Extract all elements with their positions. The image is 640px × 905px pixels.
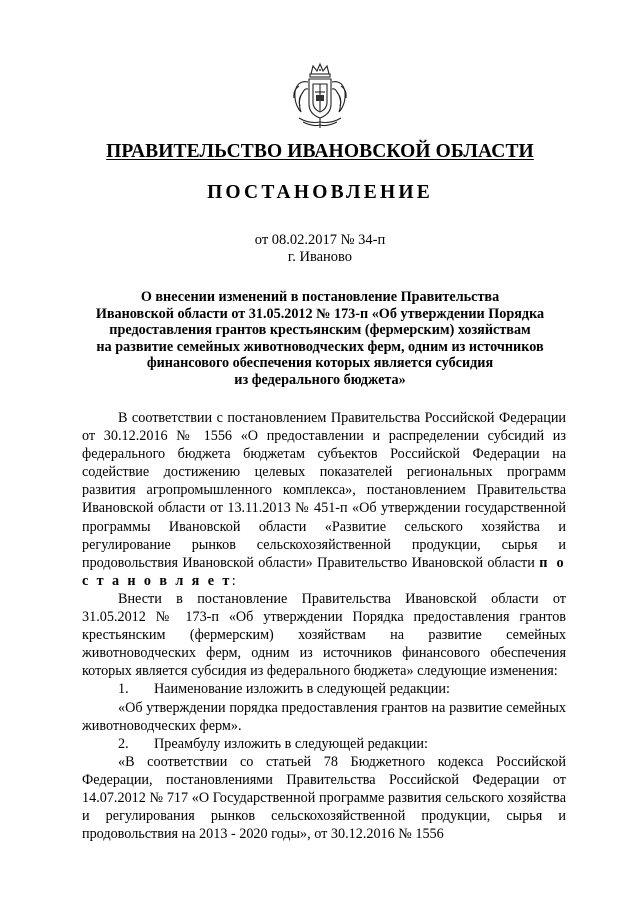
list-item-1	[82, 680, 566, 698]
item-number: 2.	[118, 735, 129, 752]
title-line: Ивановской области от 31.05.2012 № 173-п «Об утверждении Порядка	[95, 305, 545, 322]
coat-of-arms-icon	[289, 62, 351, 130]
document-type: ПОСТАНОВЛЕНИЕ	[207, 182, 433, 203]
decree-body	[82, 409, 566, 843]
preamble-colon: :	[231, 572, 236, 589]
item-text: Преамбулу изложить в следующей редакции:	[154, 735, 428, 752]
date-block	[0, 232, 640, 266]
city: г. Иваново	[287, 249, 353, 265]
government-name: ПРАВИТЕЛЬСТВО ИВАНОВСКОЙ ОБЛАСТИ	[106, 141, 534, 162]
preamble-paragraph	[82, 409, 566, 590]
decree-date-number: от 08.02.2017 № 34-п	[254, 232, 386, 248]
item-text: Наименование изложить в следующей редакции:	[154, 681, 450, 698]
item-number: 1.	[118, 681, 129, 698]
preamble-text: В соответствии с постановлением Правительства Российской Федерации от 30.12.2016 № 1556 «О предоставлении и распределении субсидий из федерального бюджета бюджетам субъектов Российской Федерации на содействие достижению целевых показателей региональных программ развития агропромышленного комплекса», постановлением Правительства Ивановской области от 13.11.2013 № 451-п «Об утверждении государственной программы Ивановской области «Развитие сельского хозяйства и регулирование рынков сельскохозяйственной продукции, сырья и продовольствия Ивановской области» Правительство Ивановской области	[82, 410, 566, 571]
quote-paragraph: «В соответствии со статьей 78 Бюджетного кодекса Российской Федерации, постановлениями Правительства Российской Федерации от 14.07.2012 № 717 «О Государственной программе развития сельского хозяйства и регулирования рынков сельскохозяйственной продукции, сырья и продовольствия на 2013 - 2020 годы», от 30.12.2016 № 1556	[82, 753, 566, 843]
decree-title	[60, 289, 580, 388]
title-line: на развитие семейных животноводческих ферм, одним из источников	[96, 338, 544, 355]
title-line: О внесении изменений в постановление Правительства	[140, 289, 500, 305]
resolves-word: п о с т а н о в л я е т	[82, 554, 567, 589]
amendment-paragraph: Внести в постановление Правительства Ивановской области от 31.05.2012 № 173-п «Об утверждении Порядка предоставления грантов крестьянским (фермерским) хозяйствам на развитие семейных животноводческих ферм, одним из источников финансового обеспечения которых является субсидия из федерального бюджета» следующие изменения:	[82, 590, 566, 680]
list-item-2	[82, 735, 566, 753]
title-line: предоставления грантов крестьянским (фермерским) хозяйствам	[109, 322, 531, 338]
title-line: финансового обеспечения которых является субсидия	[146, 355, 494, 371]
quote-paragraph: «Об утверждении порядка предоставления грантов на развитие семейных животноводческих ферм».	[82, 699, 566, 734]
title-line: из федерального бюджета»	[234, 371, 406, 388]
